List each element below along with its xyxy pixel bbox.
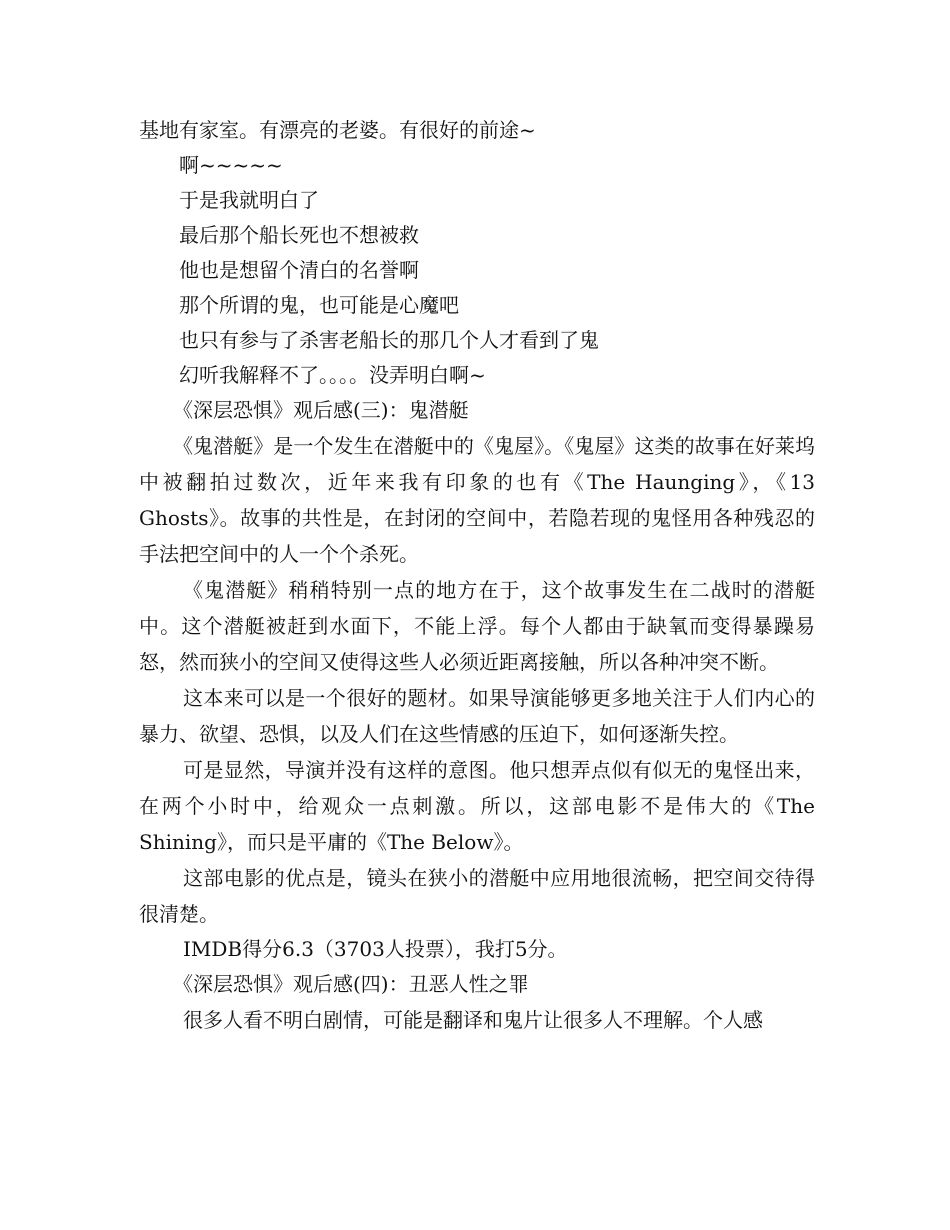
text-line: 最后那个船长死也不想被救 [179, 223, 419, 247]
paragraph: 《鬼潜艇》是一个发生在潜艇中的《鬼屋》。《鬼屋》这类的故事在好莱坞中被翻拍过数次，近年来我有印象的也有《The Haunging》，《13 Ghosts》。故事的共性是，在封闭的空间中，若隐若现的鬼怪用各种残忍的手法把空间中的人一个个杀死。 [139, 434, 815, 566]
text-line: 幻听我解释不了。。。。没弄明白啊~ [179, 363, 486, 387]
text-line: 基地有家室。有漂亮的老婆。有很好的前途~ [139, 118, 536, 142]
text-line: 也只有参与了杀害老船长的那几个人才看到了鬼 [179, 328, 599, 352]
paragraph: 这部电影的优点是，镜头在狭小的潜艇中应用地很流畅，把空间交待得很清楚。 [139, 866, 815, 926]
text-line: 啊~~~~~ [179, 153, 283, 177]
text-line: 他也是想留个清白的名誉啊 [179, 258, 419, 282]
paragraph: 《鬼潜艇》稍稍特别一点的地方在于，这个故事发生在二战时的潜艇中。这个潜艇被赶到水面下，不能上浮。每个人都由于缺氧而变得暴躁易怒，然而狭小的空间又使得这些人必须近距离接触，所以各种冲突不断。 [139, 578, 815, 674]
section-heading: 《深层恐惧》观后感(四)：丑恶人性之罪 [173, 972, 529, 996]
document-body [139, 113, 815, 1038]
paragraph: 这本来可以是一个很好的题材。如果导演能够更多地关注于人们内心的暴力、欲望、恐惧，以及人们在这些情感的压迫下，如何逐渐失控。 [139, 686, 815, 746]
paragraph: 很多人看不明白剧情，可能是翻译和鬼片让很多人不理解。个人感 [183, 1008, 763, 1032]
text-line: 那个所谓的鬼，也可能是心魔吧 [179, 293, 459, 317]
section-heading: 《深层恐惧》观后感(三)：鬼潜艇 [173, 398, 469, 422]
rating-line: IMDB得分6.3（3703人投票），我打5分。 [183, 937, 568, 961]
text-line: 于是我就明白了 [179, 188, 319, 212]
paragraph: 可是显然，导演并没有这样的意图。他只想弄点似有似无的鬼怪出来，在两个小时中，给观众一点刺激。所以，这部电影不是伟大的《The Shining》，而只是平庸的《The Below》。 [139, 758, 815, 854]
